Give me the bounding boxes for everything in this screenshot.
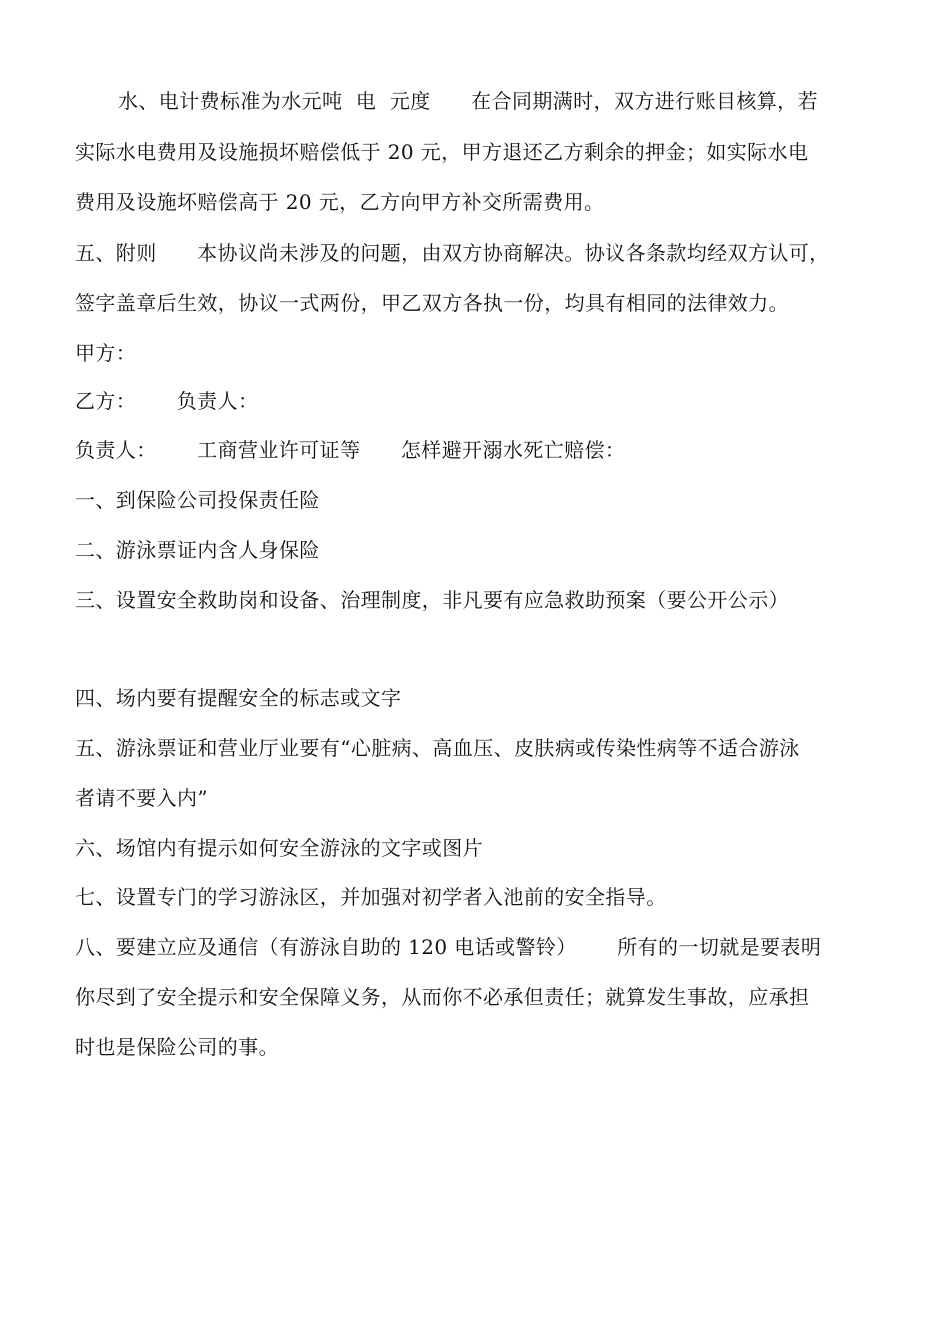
party-b-label: 乙方： 负责人：	[75, 389, 259, 413]
list-item-3: 三、设置安全救助岗和设备、治理制度，非凡要有应急救助预案（要公开公示）	[75, 588, 789, 612]
list-item-8-continued: 你尽到了安全提示和安全保障义务，从而你不必承但责任；就算发生事故，应承担	[75, 985, 810, 1009]
paragraph-line-4: 五、附则 本协议尚未涉及的问题，由双方协商解决。协议各条款均经双方认可，	[75, 241, 830, 265]
list-item-4: 四、场内要有提醒安全的标志或文字	[75, 686, 402, 710]
list-item-8: 八、要建立应及通信（有游泳自助的 120 电话或警铃） 所有的一切就是要表明	[75, 935, 822, 959]
list-item-5-continued: 者请不要入内”	[75, 786, 209, 810]
list-item-1: 一、到保险公司投保责任险	[75, 488, 320, 512]
list-item-8-end: 时也是保险公司的事。	[75, 1035, 279, 1059]
paragraph-line-1: 水、电计费标准为水元吨 电 元度 在合同期满时，双方进行账目核算，若	[118, 89, 818, 113]
party-a-label: 甲方：	[75, 341, 137, 365]
paragraph-line-5: 签字盖章后生效，协议一式两份，甲乙双方各执一份，均具有相同的法律效力。	[75, 291, 789, 315]
list-item-5: 五、游泳票证和营业厅业要有“心脏病、高血压、皮肤病或传染性病等不适合游泳	[75, 736, 800, 760]
responsible-person-line: 负责人： 工商营业许可证等 怎样避开溺水死亡赔偿：	[75, 438, 626, 462]
list-item-6: 六、场馆内有提示如何安全游泳的文字或图片	[75, 836, 483, 860]
list-item-2: 二、游泳票证内含人身保险	[75, 538, 320, 562]
paragraph-line-2: 实际水电费用及设施损坏赔偿低于 20 元，甲方退还乙方剩余的押金；如实际水电	[75, 140, 809, 164]
list-item-7: 七、设置专门的学习游泳区，并加强对初学者入池前的安全指导。	[75, 885, 667, 909]
paragraph-line-3: 费用及设施坏赔偿高于 20 元，乙方向甲方补交所需费用。	[75, 190, 605, 214]
